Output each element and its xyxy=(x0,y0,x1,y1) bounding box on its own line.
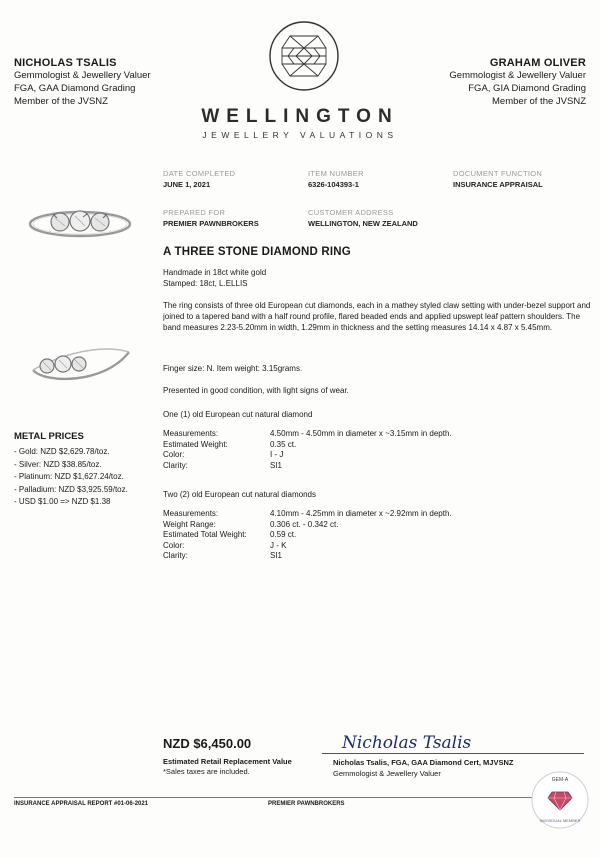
item-description: The ring consists of three old European cut diamonds, each in a mathey styled claw setting with under-bezel support and joined to a tapered band with a half round profile, flared beaded ends and applied upswept leaf pattern shoulders. The band measures 2.23-5.20mm in width, 1.29mm in thickness and the setting measures 14.14 x 4.87 x 5.45mm. xyxy=(163,301,591,332)
diamond-logo-icon xyxy=(268,20,340,92)
prepared-for-label: PREPARED FOR xyxy=(163,208,226,217)
spec-row xyxy=(163,450,452,461)
metal-price-item: - Palladium: NZD $3,925.59/toz. xyxy=(14,484,128,494)
customer-address-field xyxy=(308,208,418,228)
spec-key: Estimated Weight: xyxy=(163,439,228,449)
metal-prices-title: METAL PRICES xyxy=(14,431,84,442)
right-valuer-membership: Member of the JVSNZ xyxy=(492,96,586,107)
spec-key: Clarity: xyxy=(163,460,188,470)
left-valuer-credentials: FGA, GAA Diamond Grading xyxy=(14,83,136,94)
item-number-label: ITEM NUMBER xyxy=(308,169,364,178)
spec-value: 4.50mm - 4.50mm in diameter x ~3.15mm in depth. xyxy=(270,429,452,438)
spec-key: Color: xyxy=(163,450,185,459)
valuation-price: NZD $6,450.00 xyxy=(163,736,252,751)
metal-price-item: - Platinum: NZD $1,627.24/toz. xyxy=(14,472,124,481)
document-function-label: DOCUMENT FUNCTION xyxy=(453,169,543,178)
stone2-specs xyxy=(163,509,452,562)
right-valuer-credentials: FGA, GIA Diamond Grading xyxy=(468,83,586,94)
document-function-field xyxy=(453,169,543,189)
prepared-for-field xyxy=(163,208,259,228)
svg-text:Nicholas Tsalis: Nicholas Tsalis xyxy=(342,733,472,753)
ring-photo-front xyxy=(25,184,135,254)
spec-row xyxy=(163,530,452,541)
spec-row xyxy=(163,429,452,440)
right-valuer-title: Gemmologist & Jewellery Valuer xyxy=(449,70,586,81)
valuation-tax-note: *Sales taxes are included. xyxy=(163,767,250,776)
spec-value: 0.35 ct. xyxy=(270,439,297,449)
spec-key: Clarity: xyxy=(163,551,188,560)
left-valuer-block xyxy=(14,57,151,108)
document-function-value: INSURANCE APPRAISAL xyxy=(453,180,543,189)
stone2-heading: Two (2) old European cut natural diamonds xyxy=(163,490,316,499)
footer-report-number: INSURANCE APPRAISAL REPORT #01-06-2021 xyxy=(14,801,149,807)
spec-key: Measurements: xyxy=(163,509,219,518)
spec-row xyxy=(163,440,452,451)
item-material: Handmade in 18ct white gold xyxy=(163,268,267,277)
date-label: DATE COMPLETED xyxy=(163,169,236,178)
spec-row xyxy=(163,509,452,520)
item-number-field xyxy=(308,169,364,189)
metal-price-item: - USD $1.00 => NZD $1.38 xyxy=(14,497,111,506)
valuer-title: Gemmologist & Jewellery Valuer xyxy=(333,769,441,778)
spec-key: Estimated Total Weight: xyxy=(163,530,247,539)
spec-value: 0.306 ct. - 0.342 ct. xyxy=(270,519,339,529)
gem-a-member-badge xyxy=(530,770,590,830)
right-valuer-block xyxy=(449,57,586,108)
spec-value: 4.10mm - 4.25mm in diameter x ~2.92mm in depth. xyxy=(270,509,452,518)
left-valuer-title: Gemmologist & Jewellery Valuer xyxy=(14,70,151,81)
metal-price-item: - Silver: NZD $38.85/toz. xyxy=(14,459,102,469)
item-finger-size: Finger size: N. Item weight: 3.15grams. xyxy=(163,364,303,373)
spec-value: I - J xyxy=(270,450,284,459)
stone1-heading: One (1) old European cut natural diamond xyxy=(163,410,313,419)
spec-row xyxy=(163,551,452,562)
valuation-label: Estimated Retail Replacement Value xyxy=(163,757,292,766)
footer-divider xyxy=(14,797,536,798)
svg-text:GEM-A: GEM-A xyxy=(551,777,569,783)
left-valuer-membership: Member of the JVSNZ xyxy=(14,96,108,107)
brand-subtitle: JEWELLERY VALUATIONS xyxy=(202,130,398,140)
item-number-value: 6326-104393-1 xyxy=(308,180,359,189)
right-valuer-name: GRAHAM OLIVER xyxy=(489,57,586,69)
prepared-for-value: PREMIER PAWNBROKERS xyxy=(163,219,259,228)
valuer-name: Nicholas Tsalis, FGA, GAA Diamond Cert, MJVSNZ xyxy=(333,758,514,767)
item-title: A THREE STONE DIAMOND RING xyxy=(163,246,351,258)
left-valuer-name: NICHOLAS TSALIS xyxy=(14,57,117,69)
spec-row xyxy=(163,541,452,552)
date-field xyxy=(163,169,235,189)
brand-wordmark: WELLINGTON xyxy=(201,106,399,127)
signature-line xyxy=(322,753,584,754)
spec-row xyxy=(163,520,452,531)
date-value: JUNE 1, 2021 xyxy=(163,180,211,189)
item-stamp: Stamped: 18ct, L.ELLIS xyxy=(163,279,248,288)
metal-prices xyxy=(14,431,128,509)
stone1-specs xyxy=(163,429,452,471)
item-condition: Presented in good condition, with light signs of wear. xyxy=(163,386,349,395)
spec-value: J - K xyxy=(270,540,287,550)
spec-key: Color: xyxy=(163,540,185,550)
svg-text:INDIVIDUAL MEMBER: INDIVIDUAL MEMBER xyxy=(539,818,581,823)
customer-address-value: WELLINGTON, NEW ZEALAND xyxy=(308,219,418,228)
valuer-signature xyxy=(338,726,478,756)
spec-key: Weight Range: xyxy=(163,519,216,529)
footer-client: PREMIER PAWNBROKERS xyxy=(268,801,345,807)
ring-photo-angled xyxy=(25,322,135,392)
metal-price-item: - Gold: NZD $2,629.78/toz. xyxy=(14,447,110,456)
customer-address-label: CUSTOMER ADDRESS xyxy=(308,208,394,217)
spec-row xyxy=(163,461,452,472)
spec-value: 0.59 ct. xyxy=(270,530,297,539)
spec-key: Measurements: xyxy=(163,429,219,438)
spec-value: SI1 xyxy=(270,460,283,470)
spec-value: SI1 xyxy=(270,551,283,560)
